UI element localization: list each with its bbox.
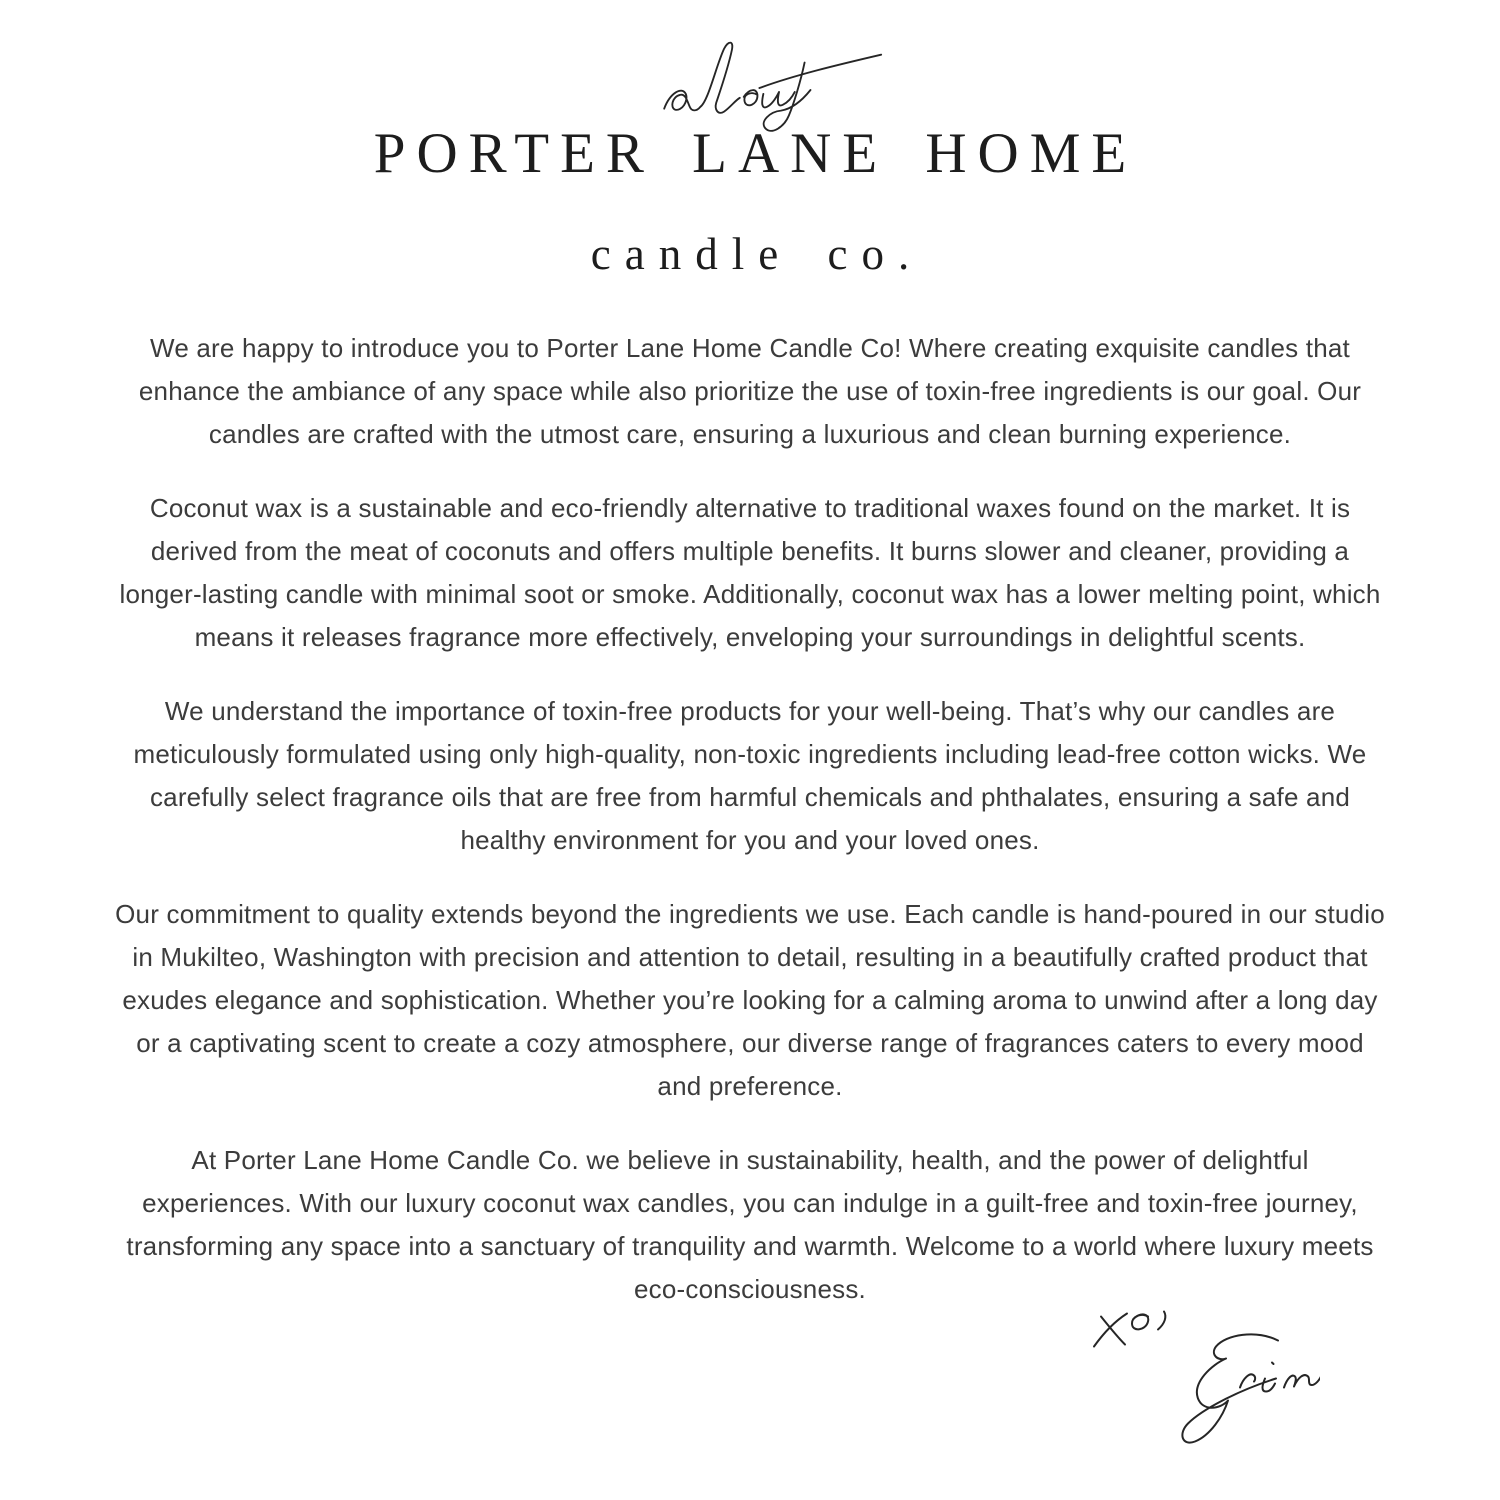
brand-title: PORTER LANE HOME [373, 122, 1138, 185]
paragraph-toxin-free: We understand the importance of toxin-free products for your well-being. That’s why our candles are meticulously formulated using only high-quality, non-toxic ingredients including lead-free cotton wicks. We carefully select fragrance oils that are free from harmful chemicals and phthalates, ensuring a safe and healthy environment for you and your loved ones. [133, 695, 1367, 855]
signature-xo [1094, 1312, 1165, 1347]
about-script-word [642, 36, 922, 144]
signature [1080, 1292, 1320, 1457]
signature-name [1182, 1334, 1320, 1442]
paragraph-closing: At Porter Lane Home Candle Co. we believe in sustainability, health, and the power of delightful experiences. With our luxury coconut wax candles, you can indulge in a guilt-free and toxin-free journey, transforming any space into a sanctuary of tranquility and warmth. Welcome to a world where luxury meets eco-consciousness. [126, 1144, 1374, 1304]
about-text [115, 327, 1385, 1311]
paragraph-intro: We are happy to introduce you to Porter Lane Home Candle Co! Where creating exquisite candles that enhance the ambiance of any space while also prioritize the use of toxin-free ingredients is our goal. Our candles are crafted with the utmost care, ensuring a luxurious and clean burning experience. [138, 332, 1362, 449]
header [0, 36, 1500, 277]
signature-icon [1080, 1292, 1320, 1457]
about-script-icon [642, 36, 922, 144]
brand-subtitle: candle co. [590, 228, 924, 279]
paragraph-coconut-wax: Coconut wax is a sustainable and eco-friendly alternative to traditional waxes found on the market. It is derived from the meat of coconuts and offers multiple benefits. It burns slower and cleaner, providing a longer-lasting candle with minimal soot or smoke. Additionally, coconut wax has a lower melting point, which means it releases fragrance more effectively, enveloping your surroundings in delightful scents. [119, 492, 1381, 652]
paragraph-quality: Our commitment to quality extends beyond the ingredients we use. Each candle is hand-poured in our studio in Mukilteo, Washington with precision and attention to detail, resulting in a beautifully crafted product that exudes elegance and sophistication. Whether you’re looking for a calming aroma to unwind after a long day or a captivating scent to create a cozy atmosphere, our diverse range of fragrances caters to every mood and preference. [115, 898, 1385, 1101]
